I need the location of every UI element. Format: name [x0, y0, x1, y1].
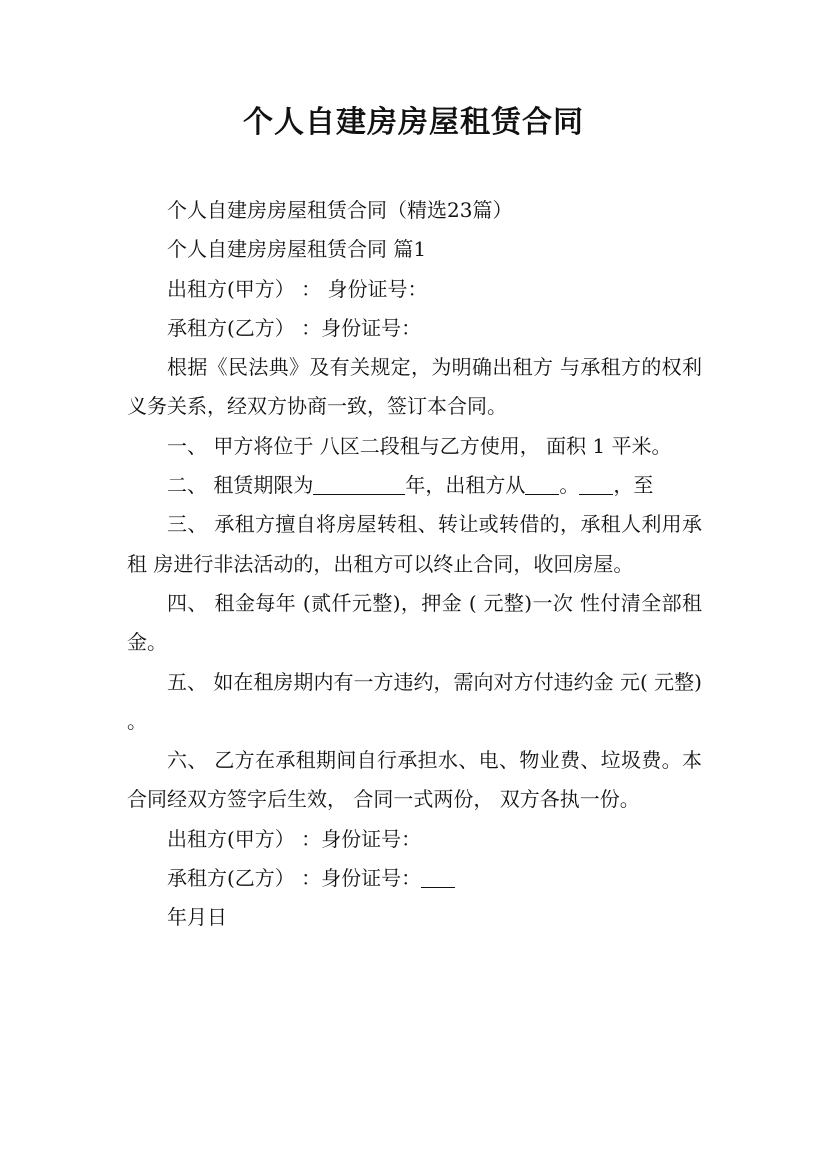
blank-line-start-2: [579, 474, 613, 495]
paragraph-lessor-signature: 出租方(甲方） ：身份证号：: [167, 826, 422, 851]
paragraph-section-heading: 个人自建房房屋租赁合同 篇1: [167, 237, 427, 262]
document-title: 个人自建房房屋租赁合同: [243, 105, 584, 140]
document-body: [127, 191, 702, 938]
blank-line-term: [313, 474, 405, 495]
paragraph-date: 年月日: [167, 905, 227, 930]
blank-line-start: [525, 474, 559, 495]
blank-line-id: [421, 867, 455, 888]
paragraph-clause-4: 四、 租金每年 (贰仟元整)，押金 ( 元整)一次 性付清全部租金。: [127, 590, 702, 655]
clause-2-part-a: 二、 租赁期限为: [167, 473, 314, 498]
lessee-signature-text: 承租方(乙方） ：身份证号：: [167, 866, 422, 891]
paragraph-clause-5: 五、 如在租房期内有一方违约，需向对方付违约金 元( 元整) 。: [127, 669, 702, 733]
paragraph-lessee-signature: [127, 859, 702, 898]
paragraph-collection-title: 个人自建房房屋租赁合同（精选23篇）: [167, 198, 513, 222]
paragraph-clause-3: 三、 承租方擅自将房屋转租、转让或转借的，承租人利用承租 房进行非法活动的，出租方可以终止合同，收回房屋。: [127, 512, 702, 576]
paragraph-clause-1: 一、 甲方将位于 八区二段租与乙方使用， 面积 1 平米。: [167, 433, 672, 458]
paragraph-lessee-line: 承租方(乙方） ：身份证号：: [167, 315, 422, 340]
clause-2-part-b: 年，出租方从: [405, 473, 526, 498]
paragraph-lessor-line: 出租方(甲方） ： 身份证号：: [167, 276, 428, 301]
paragraph-clause-2: [127, 466, 702, 505]
clause-2-part-d: ，至: [613, 473, 654, 498]
paragraph-clause-6: 六、 乙方在承租期间自行承担水、电、物业费、垃圾费。本合同经双方签字后生效， 合同一式两份， 双方各执一份。: [127, 748, 702, 812]
clause-2-part-c: 。: [559, 473, 580, 498]
paragraph-preamble: 根据《民法典》及有关规定，为明确出租方 与承租方的权利义务关系，经双方协商一致，签订本合同。: [127, 355, 702, 419]
